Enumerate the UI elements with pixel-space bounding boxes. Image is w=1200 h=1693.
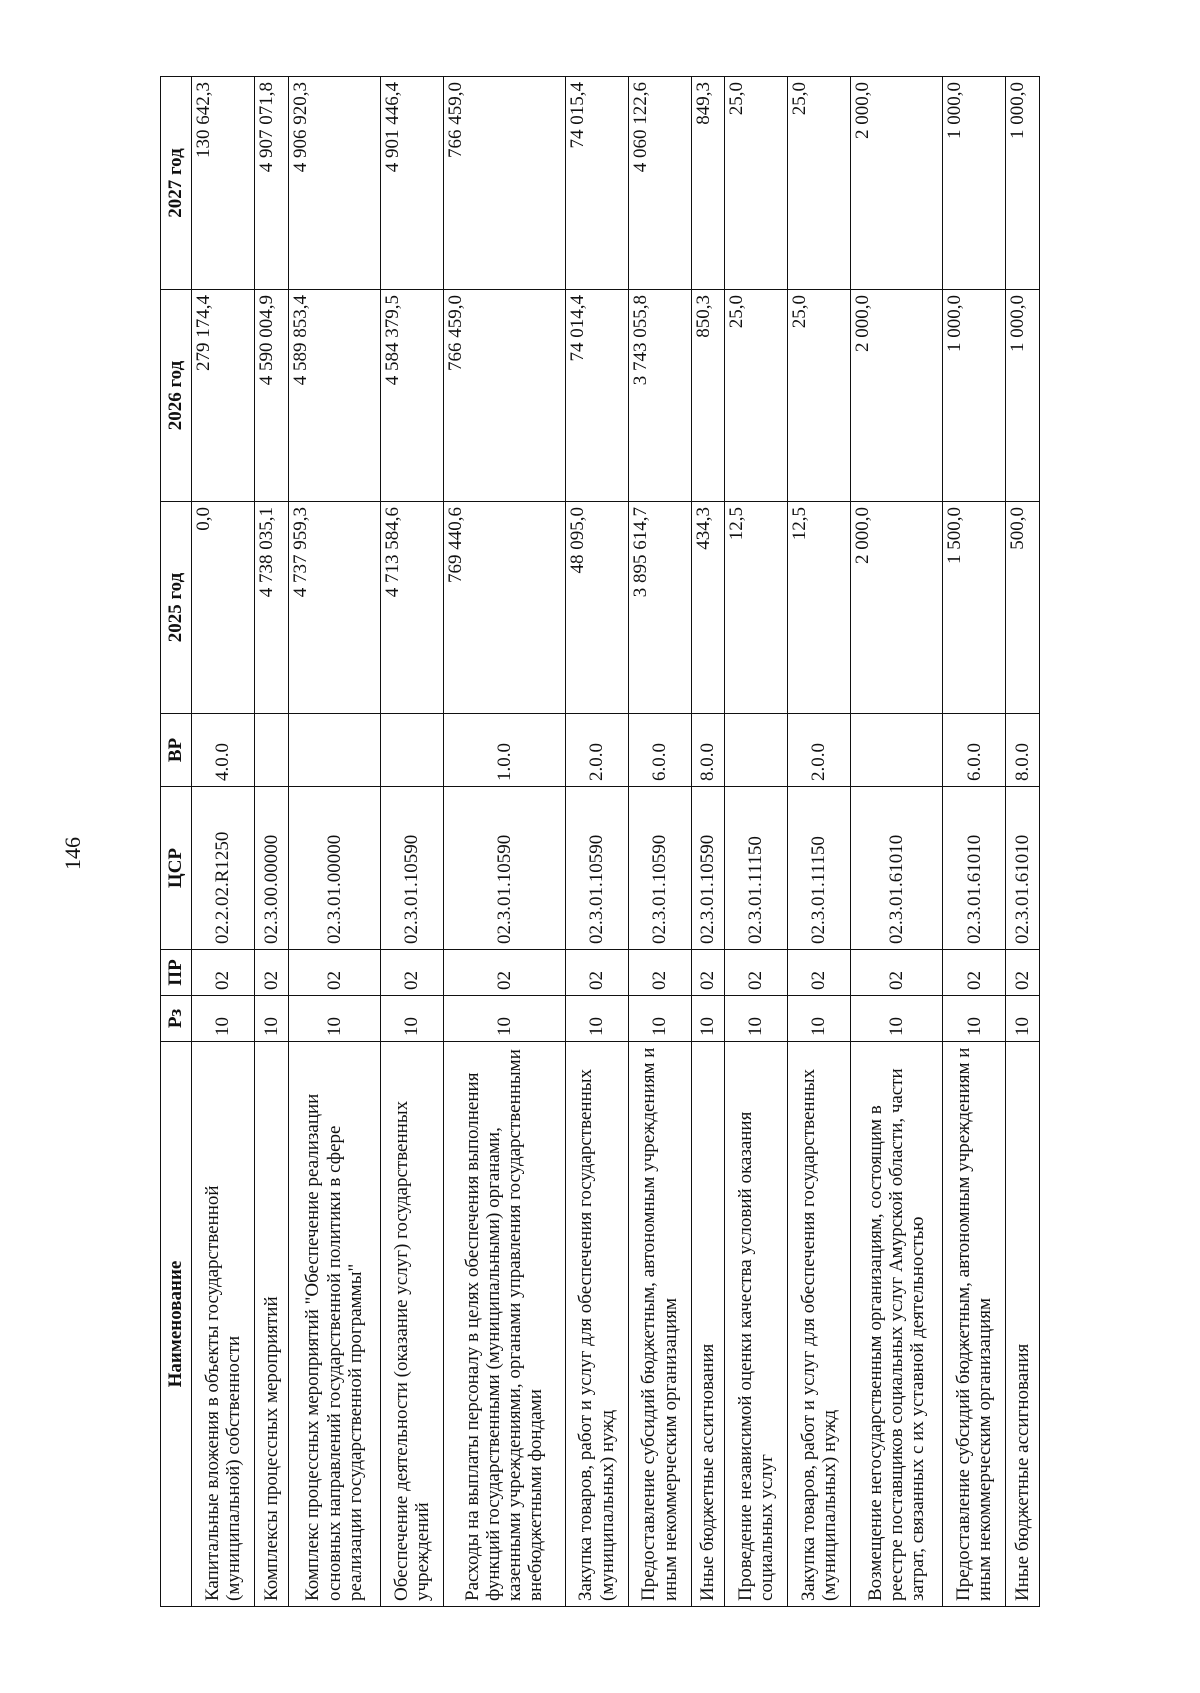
row-2025: 12,5 bbox=[725, 502, 788, 714]
row-vr bbox=[850, 714, 942, 787]
row-pr: 02 bbox=[943, 950, 1006, 996]
header-2027: 2027 год bbox=[161, 77, 192, 290]
table-row bbox=[288, 77, 380, 1607]
row-csr: 02.3.01.10590 bbox=[628, 787, 691, 950]
row-name: Комплексы процессных мероприятий bbox=[254, 1042, 288, 1607]
row-2026: 25,0 bbox=[725, 290, 788, 502]
row-csr: 02.3.01.10590 bbox=[565, 787, 628, 950]
table-row bbox=[943, 77, 1006, 1607]
row-csr: 02.3.01.00000 bbox=[288, 787, 380, 950]
row-csr: 02.3.01.11150 bbox=[725, 787, 788, 950]
row-2025: 4 737 959,3 bbox=[288, 502, 380, 714]
row-2026: 850,3 bbox=[691, 290, 725, 502]
table-row bbox=[628, 77, 691, 1607]
row-2027: 849,3 bbox=[691, 77, 725, 290]
row-2027: 4 060 122,6 bbox=[628, 77, 691, 290]
row-2026: 279 174,4 bbox=[192, 290, 255, 502]
row-csr: 02.3.01.10590 bbox=[443, 787, 565, 950]
header-csr: ЦСР bbox=[161, 787, 192, 950]
row-pr: 02 bbox=[192, 950, 255, 996]
row-csr: 02.3.01.10590 bbox=[380, 787, 443, 950]
row-name: Комплекс процессных мероприятий "Обеспечение реализации основных направлений государственной политики в сфере реализации государственной программы" bbox=[288, 1042, 380, 1607]
row-csr: 02.2.02.R1250 bbox=[192, 787, 255, 950]
row-csr: 02.3.01.10590 bbox=[691, 787, 725, 950]
table-row bbox=[254, 77, 288, 1607]
row-name: Иные бюджетные ассигнования bbox=[1006, 1042, 1040, 1607]
row-2026: 4 590 004,9 bbox=[254, 290, 288, 502]
row-vr: 8.0.0 bbox=[1006, 714, 1040, 787]
header-rz: Рз bbox=[161, 996, 192, 1042]
row-rz: 10 bbox=[1006, 996, 1040, 1042]
row-2026: 766 459,0 bbox=[443, 290, 565, 502]
row-2025: 1 500,0 bbox=[943, 502, 1006, 714]
row-2025: 0,0 bbox=[192, 502, 255, 714]
row-csr: 02.3.01.61010 bbox=[850, 787, 942, 950]
row-name: Проведение независимой оценки качества условий оказания социальных услуг bbox=[725, 1042, 788, 1607]
row-vr bbox=[380, 714, 443, 787]
row-2025: 2 000,0 bbox=[850, 502, 942, 714]
row-vr bbox=[725, 714, 788, 787]
row-vr: 2.0.0 bbox=[788, 714, 851, 787]
table-row bbox=[192, 77, 255, 1607]
row-vr: 2.0.0 bbox=[565, 714, 628, 787]
table-row bbox=[565, 77, 628, 1607]
row-csr: 02.3.01.61010 bbox=[1006, 787, 1040, 950]
table-row bbox=[788, 77, 851, 1607]
row-pr: 02 bbox=[443, 950, 565, 996]
row-rz: 10 bbox=[628, 996, 691, 1042]
row-2025: 3 895 614,7 bbox=[628, 502, 691, 714]
row-rz: 10 bbox=[943, 996, 1006, 1042]
table-row bbox=[691, 77, 725, 1607]
header-2026: 2026 год bbox=[161, 290, 192, 502]
row-vr bbox=[254, 714, 288, 787]
row-name: Обеспечение деятельности (оказание услуг) государственных учреждений bbox=[380, 1042, 443, 1607]
row-rz: 10 bbox=[850, 996, 942, 1042]
row-csr: 02.3.00.00000 bbox=[254, 787, 288, 950]
row-name: Предоставление субсидий бюджетным, автономным учреждениям и иным некоммерческим организациям bbox=[943, 1042, 1006, 1607]
row-name: Возмещение негосударственным организациям, состоящим в реестре поставщиков социальных услуг Амурской области, части затрат, связанных с их уставной деятельностью bbox=[850, 1042, 942, 1607]
row-rz: 10 bbox=[443, 996, 565, 1042]
row-name: Расходы на выплаты персоналу в целях обеспечения выполнения функций государственными (муниципальными) органами, казенными учреждениями, органами управления государственными внебюджетными фондами bbox=[443, 1042, 565, 1607]
table-row bbox=[443, 77, 565, 1607]
row-name: Иные бюджетные ассигнования bbox=[691, 1042, 725, 1607]
row-2027: 74 015,4 bbox=[565, 77, 628, 290]
row-2026: 4 584 379,5 bbox=[380, 290, 443, 502]
row-2026: 1 000,0 bbox=[943, 290, 1006, 502]
row-2025: 434,3 bbox=[691, 502, 725, 714]
row-2027: 25,0 bbox=[788, 77, 851, 290]
row-vr: 8.0.0 bbox=[691, 714, 725, 787]
row-2026: 4 589 853,4 bbox=[288, 290, 380, 502]
table-header-row bbox=[161, 77, 192, 1607]
table-row bbox=[725, 77, 788, 1607]
row-pr: 02 bbox=[565, 950, 628, 996]
row-rz: 10 bbox=[288, 996, 380, 1042]
row-2027: 766 459,0 bbox=[443, 77, 565, 290]
row-2027: 4 907 071,8 bbox=[254, 77, 288, 290]
header-name: Наименование bbox=[161, 1042, 192, 1607]
row-rz: 10 bbox=[565, 996, 628, 1042]
row-csr: 02.3.01.61010 bbox=[943, 787, 1006, 950]
row-pr: 02 bbox=[628, 950, 691, 996]
row-vr: 6.0.0 bbox=[628, 714, 691, 787]
row-pr: 02 bbox=[380, 950, 443, 996]
row-2026: 2 000,0 bbox=[850, 290, 942, 502]
row-rz: 10 bbox=[691, 996, 725, 1042]
row-2027: 4 901 446,4 bbox=[380, 77, 443, 290]
row-2025: 12,5 bbox=[788, 502, 851, 714]
row-pr: 02 bbox=[288, 950, 380, 996]
row-2025: 4 738 035,1 bbox=[254, 502, 288, 714]
row-2025: 48 095,0 bbox=[565, 502, 628, 714]
row-2025: 500,0 bbox=[1006, 502, 1040, 714]
row-rz: 10 bbox=[254, 996, 288, 1042]
row-2025: 4 713 584,6 bbox=[380, 502, 443, 714]
row-2025: 769 440,6 bbox=[443, 502, 565, 714]
row-2027: 2 000,0 bbox=[850, 77, 942, 290]
row-2026: 25,0 bbox=[788, 290, 851, 502]
row-2027: 4 906 920,3 bbox=[288, 77, 380, 290]
row-vr: 1.0.0 bbox=[443, 714, 565, 787]
row-vr bbox=[288, 714, 380, 787]
header-vr: ВР bbox=[161, 714, 192, 787]
row-name: Закупка товаров, работ и услуг для обеспечения государственных (муниципальных) нужд bbox=[565, 1042, 628, 1607]
row-pr: 02 bbox=[788, 950, 851, 996]
row-rz: 10 bbox=[192, 996, 255, 1042]
header-pr: ПР bbox=[161, 950, 192, 996]
row-vr: 4.0.0 bbox=[192, 714, 255, 787]
row-pr: 02 bbox=[850, 950, 942, 996]
row-2027: 1 000,0 bbox=[943, 77, 1006, 290]
row-2026: 74 014,4 bbox=[565, 290, 628, 502]
row-pr: 02 bbox=[725, 950, 788, 996]
rotated-table-container bbox=[160, 77, 1040, 1607]
row-2027: 130 642,3 bbox=[192, 77, 255, 290]
page-number: 146 bbox=[60, 837, 85, 870]
row-rz: 10 bbox=[725, 996, 788, 1042]
row-csr: 02.3.01.11150 bbox=[788, 787, 851, 950]
row-name: Закупка товаров, работ и услуг для обеспечения государственных (муниципальных) нужд bbox=[788, 1042, 851, 1607]
row-pr: 02 bbox=[691, 950, 725, 996]
table-row bbox=[380, 77, 443, 1607]
budget-table bbox=[160, 76, 1040, 1607]
row-2027: 1 000,0 bbox=[1006, 77, 1040, 290]
row-2027: 25,0 bbox=[725, 77, 788, 290]
row-name: Капитальные вложения в объекты государственной (муниципальной) собственности bbox=[192, 1042, 255, 1607]
row-2026: 3 743 055,8 bbox=[628, 290, 691, 502]
row-2026: 1 000,0 bbox=[1006, 290, 1040, 502]
row-vr: 6.0.0 bbox=[943, 714, 1006, 787]
table-row bbox=[850, 77, 942, 1607]
row-rz: 10 bbox=[788, 996, 851, 1042]
row-rz: 10 bbox=[380, 996, 443, 1042]
row-pr: 02 bbox=[254, 950, 288, 996]
row-name: Предоставление субсидий бюджетным, автономным учреждениям и иным некоммерческим организациям bbox=[628, 1042, 691, 1607]
table-row bbox=[1006, 77, 1040, 1607]
header-2025: 2025 год bbox=[161, 502, 192, 714]
row-pr: 02 bbox=[1006, 950, 1040, 996]
